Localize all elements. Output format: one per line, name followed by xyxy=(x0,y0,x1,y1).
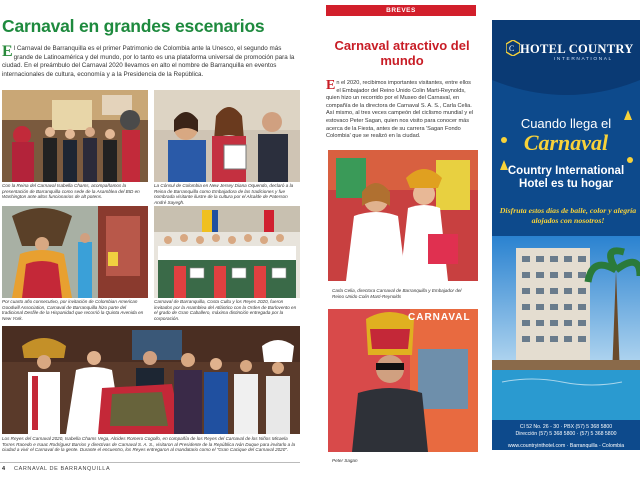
photo-presidente-duque xyxy=(2,326,300,434)
page-number: 4 xyxy=(2,466,6,472)
drop-cap: E xyxy=(2,43,13,60)
caption: Los Reyes del Carnaval 2020, Isabella Chams Vega, Alcides Romero Cogollo, en compañía de los Reyes del Carnaval de los Niños Micaela Torres Racedo e Isaac Rodríguez Barrios y directivas de Carnaval S. A. S., visitaron al Presidente de la República Iván Duque para invitarlo a la ciudad a vivir el Carnaval de la gente. Durante el encuentro, los Reyes entregaron al mandatario como el "Gran Cacique del Carnaval 2020". xyxy=(2,436,296,453)
hotel-brand-sub: INTERNATIONAL xyxy=(554,57,613,62)
hotel-website: www.countryinthotel.com · Barranquilla - Colombia xyxy=(507,443,625,449)
caption: Por cuarto año consecutivo, por invitación de Colombian American Goodwill Association, Carnaval de Barranquilla hizo parte del tradicional Desfile de la Hispanidad que recorrió la Quinta Avenida en New York. xyxy=(2,299,144,321)
photo-orden-barlovento xyxy=(154,206,300,298)
caption: Carla Celia, directora Carnaval de Barranquilla y Embajador del Reino Unido Colin Marti-Reynolds xyxy=(332,288,462,299)
ad-subheadline-line: Country International xyxy=(507,165,625,177)
section-label: BREVES xyxy=(326,5,476,16)
photo-ambassador-visit xyxy=(328,150,478,281)
svg-text:C: C xyxy=(509,44,515,53)
ad-headline: Cuando llega el xyxy=(520,116,612,131)
ad-subheadline-line: Hotel es tu hogar xyxy=(519,178,613,190)
caption: La Cónsul de Colombia en New Jersey Diana Oquendo, declaró a la Reina de Barranquilla como Embajadora de las tradiciones y fue nombrada visitante ilustre de la cultura por el Alcalde de Paterson André Sayegh. xyxy=(154,183,294,205)
footer-divider xyxy=(0,462,300,463)
hotel-address: Cl 52 No. 26 - 30 · PBX (57) 5 368 5800 xyxy=(519,424,613,430)
hotel-contact xyxy=(492,424,640,437)
intro-text: l Carnaval de Barranquilla es el primer Patrimonio de Colombia ante la Unesco, el segundo más grande de Latinoamérica y del mundo, por lo tanto es una plataforma universal de promoción para la ciudad. En el preámbulo del Carnaval 2020 llevamos en alto el nombre de Barranquilla en eventos internacionales de cultura, economía y a la Presidencia de la República. xyxy=(2,45,295,78)
publication-name: CARNAVAL DE BARRANQUILLA xyxy=(14,466,111,472)
ad-carnaval-script: Carnaval xyxy=(523,130,609,155)
article-title: Carnaval atractivo del mundo xyxy=(334,38,470,68)
caption: Con la Reina del Carnaval Isabella Chams, acompañamos la presentación de Barranquilla como sede de la Asamblea del BID en Washington ante altos funcionarios de alt potens. xyxy=(2,183,140,200)
caption: Carnaval de Barranquilla, Costa Cultu y los Reyes 2020, fueron invitados por la Asamblea del Atlántico con la Orden de Barlovento en el grado de Gran Caballero, máxima distinción entregada por la corporación. xyxy=(154,299,297,321)
hotel-phones: Dirección (57) 5 368 5800 · (57) 5 368 5800 xyxy=(515,430,617,437)
mural-text: CARNAVAL xyxy=(408,312,471,323)
photo-new-jersey xyxy=(154,90,300,182)
article-text: n el 2020, recibimos importantes visitantes, entre ellos el Embajador del Reino Unido Colin Marti-Reynolds, quien hizo un recorrido por el Museo del Carnaval, en compañía de la directora de Carnaval S. A. S., Carla Celia. Así mismo, al tres veces campeón del ciclismo mundial y el estovaco Peter Sagan, quien nos visito para conocer más acerca de la Fiesta, antes de su carrera 'Sagan Fondo Colombia' que se realizó en la ciudad. xyxy=(326,80,474,140)
ad-tagline: Disfruta estos días de baile, color y alegría alojados con nosotros! xyxy=(499,206,637,225)
photo-hispanidad-parade xyxy=(2,206,148,298)
hotel-advertisement xyxy=(492,20,640,450)
photo-peter-sagan xyxy=(328,309,478,452)
hotel-brand: HOTEL COUNTRY xyxy=(520,42,634,56)
ad-background xyxy=(492,20,640,450)
article-body xyxy=(326,80,476,141)
drop-cap: E xyxy=(326,78,336,93)
ad-subheadline xyxy=(492,165,640,191)
photo-bid-washington xyxy=(2,90,148,182)
caption: Peter Sagan xyxy=(332,458,358,463)
hotel-logo-icon xyxy=(506,40,520,56)
intro-paragraph xyxy=(2,45,302,79)
page-title: Carnaval en grandes escenarios xyxy=(2,16,265,36)
